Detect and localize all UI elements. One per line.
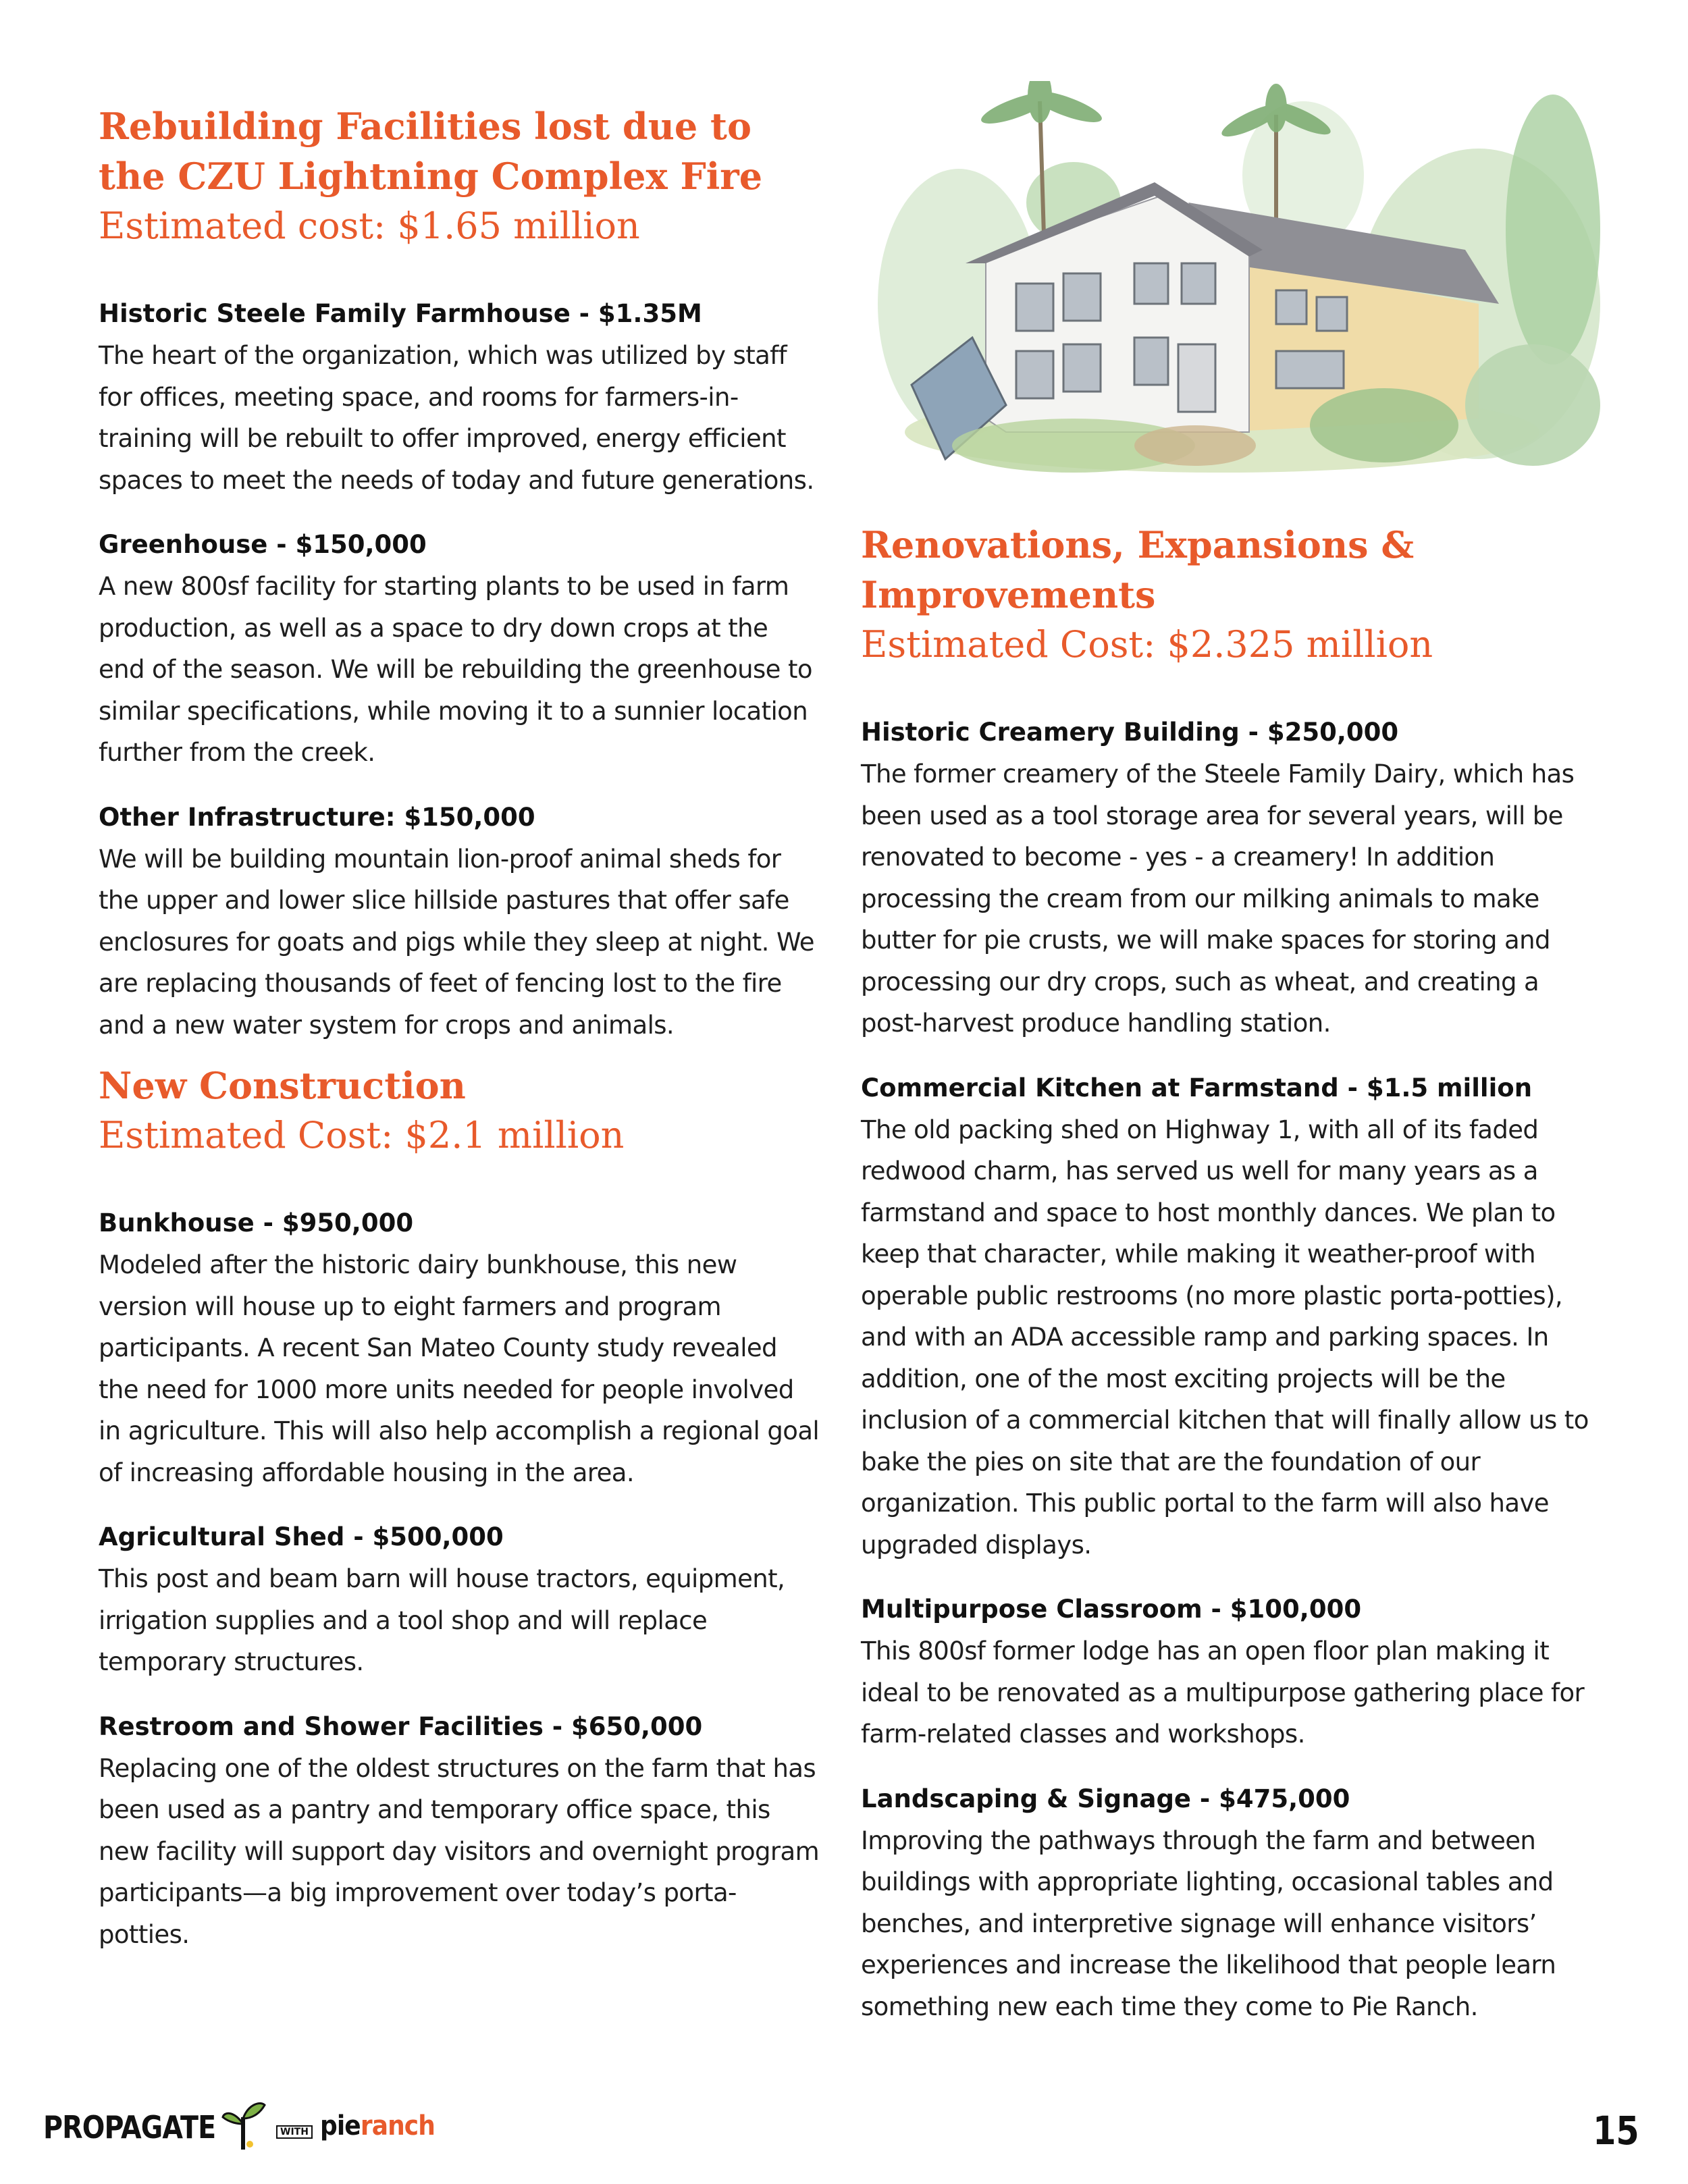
page-number: 15	[1593, 2108, 1639, 2154]
brand-ranch: ranch	[360, 2110, 435, 2141]
item-title: Restroom and Shower Facilities - $650,000	[99, 1711, 703, 1741]
item-restroom	[99, 1706, 821, 1956]
brand-with: WITH	[276, 2125, 313, 2139]
right-column	[861, 520, 1597, 2050]
item-title: Historic Steele Family Farmhouse - $1.35M	[99, 299, 702, 328]
item-greenhouse	[99, 524, 821, 774]
item-creamery	[861, 712, 1597, 1044]
item-body: A new 800sf facility for starting plants to be used in farm production, as well as a space to dry down crops at the end of the season. We will be rebuilding the greenhouse to similar specifications, while moving it to a sunnier location further from the creek.	[99, 572, 812, 767]
item-landscaping	[861, 1778, 1597, 2028]
footer-logo	[43, 2097, 435, 2158]
item-body: This post and beam barn will house tractors, equipment, irrigation supplies and a tool shop and will replace temporary structures.	[99, 1564, 785, 1676]
item-body: Improving the pathways through the farm and between buildings with appropriate lighting, occasional tables and benches, and interpretive signage will enhance visitors’ experiences and increase the likelihood that people learn something new each time they come to Pie Ranch.	[861, 1826, 1556, 2021]
item-title: Commercial Kitchen at Farmstand - $1.5 million	[861, 1073, 1533, 1102]
item-body: We will be building mountain lion-proof animal sheds for the upper and lower slice hillside pastures that offer safe enclosures for goats and pigs while they sleep at night. We are replacing thousands of feet of fencing lost to the fire and a new water system for crops and animals.	[99, 844, 814, 1040]
item-title: Multipurpose Classroom - $100,000	[861, 1595, 1362, 1624]
item-title: Historic Creamery Building - $250,000	[861, 718, 1399, 747]
section-cost: Estimated Cost: $2.1 million	[99, 1114, 625, 1156]
item-title: Agricultural Shed - $500,000	[99, 1522, 504, 1551]
left-column	[99, 101, 821, 1978]
item-body: Modeled after the historic dairy bunkhouse, this new version will house up to eight farmers and program participants. A recent San Mateo County study revealed the need for 1000 more units needed for people involved in agriculture. This will also help accomplish a regional goal of increasing affordable housing in the area.	[99, 1250, 820, 1487]
farmhouse-illustration	[871, 81, 1600, 493]
item-body: Replacing one of the oldest structures on the farm that has been used as a pantry and temporary office space, this new facility will support day visitors and overnight program participants—a big improvement over today’s porta-potties.	[99, 1753, 820, 1949]
item-body: The former creamery of the Steele Family Dairy, which has been used as a tool storage area for several years, will be renovated to become - yes - a creamery! In addition processing the cream from our milking animals to make butter for pie crusts, we will make spaces for storing and processing our dry crops, such as wheat, and creating a post-harvest produce handling station.	[861, 760, 1575, 1038]
item-title: Other Infrastructure: $150,000	[99, 802, 535, 832]
item-commercial-kitchen	[861, 1067, 1597, 1566]
section-title: Rebuilding Facilities lost due to the CZU Lightning Complex Fire	[99, 105, 763, 198]
item-title: Landscaping & Signage - $475,000	[861, 1784, 1350, 1813]
item-agricultural-shed	[99, 1516, 821, 1683]
item-farmhouse	[99, 293, 821, 501]
section-new-construction	[99, 1061, 821, 1955]
item-classroom	[861, 1589, 1597, 1755]
section-renovations	[861, 520, 1597, 2027]
item-title: Bunkhouse - $950,000	[99, 1208, 414, 1237]
section-cost: Estimated Cost: $2.325 million	[861, 623, 1433, 666]
brand-propagate: PROPAGATE	[43, 2109, 216, 2146]
item-bunkhouse	[99, 1202, 821, 1493]
item-title: Greenhouse - $150,000	[99, 530, 427, 559]
section-rebuilding	[99, 101, 821, 1046]
brand-pieranch	[320, 2110, 435, 2141]
brand-pie: pie	[320, 2110, 361, 2141]
item-infrastructure	[99, 797, 821, 1046]
sprout-icon	[220, 2097, 267, 2151]
section-title: Renovations, Expansions & Improvements	[861, 523, 1415, 616]
item-body: The heart of the organization, which was utilized by staff for offices, meeting space, and rooms for farmers-in-training will be rebuilt to offer improved, energy efficient spaces to meet the needs of today and future generations.	[99, 341, 814, 495]
section-title: New Construction	[99, 1064, 466, 1107]
item-body: The old packing shed on Highway 1, with all of its faded redwood charm, has served us well for many years as a farmstand and space to host monthly dances. We plan to keep that character, while making it weather-proof with operable public restrooms (no more plastic porta-potties), and with an ADA accessible ramp and parking spaces. In addition, one of the most exciting projects will be the inclusion of a commercial kitchen that will finally allow us to bake the pies on site that are the foundation of our organization. This public portal to the farm will also have upgraded displays.	[861, 1115, 1589, 1560]
item-body: This 800sf former lodge has an open floor plan making it ideal to be renovated as a multipurpose gathering place for farm-related classes and workshops.	[861, 1636, 1585, 1749]
section-cost: Estimated cost: $1.65 million	[99, 205, 640, 247]
